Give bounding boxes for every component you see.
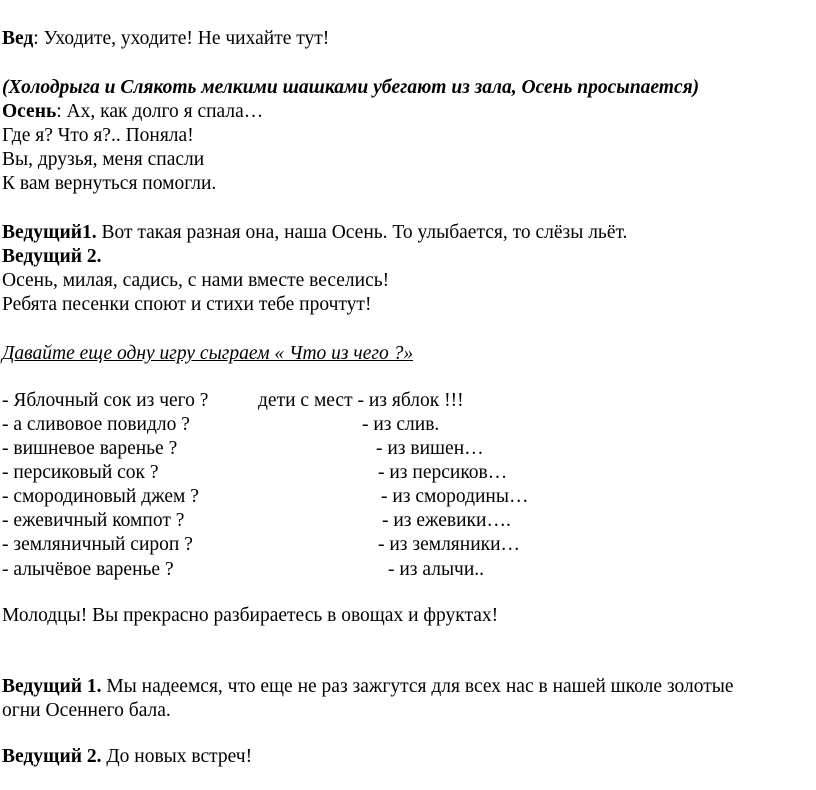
host1-final-line (2, 675, 733, 699)
quiz-answer: - из слив. (362, 414, 440, 435)
quiz-question: - земляничный сироп ? (2, 534, 193, 555)
quiz-answer: дети с мест - из яблок !!! (258, 390, 464, 411)
host2-speaker: Ведущий 2. (2, 246, 102, 267)
host2-line-2: Ребята песенки споют и стихи тебе прочтут! (2, 294, 372, 315)
quiz-question: - а сливовое повидло ? (2, 414, 190, 435)
game-title: Давайте еще одну игру сыграем « Что из чего ?» (2, 343, 414, 364)
quiz-answer: - из персиков… (378, 462, 508, 483)
speaker-label: Ведущий 2. (2, 746, 102, 767)
host2-final-line (2, 745, 252, 769)
praise-line: Молодцы! Вы прекрасно разбираетесь в овощах и фруктах! (2, 605, 499, 626)
quiz-answer: - из смородины… (381, 486, 529, 507)
host1-line (2, 221, 627, 245)
autumn-line-3: Вы, друзья, меня спасли (2, 149, 205, 170)
intro-line (2, 27, 329, 51)
quiz-answer: - из земляники… (378, 534, 521, 555)
autumn-line-2: Где я? Что я?.. Поняла! (2, 125, 194, 146)
quiz-question: - ежевичный компот ? (2, 510, 185, 531)
quiz-question: - персиковый сок ? (2, 462, 159, 483)
quiz-question: - вишневое варенье ? (2, 438, 178, 459)
speech-text: : Уходите, уходите! Не чихайте тут! (33, 28, 330, 49)
host2-line-1: Осень, милая, садись, с нами вместе веселись! (2, 270, 390, 291)
speech-text: Вот такая разная она, наша Осень. То улыбается, то слёзы льёт. (96, 222, 628, 243)
quiz-answer: - из алычи.. (388, 559, 485, 580)
quiz-question: - алычёвое варенье ? (2, 559, 174, 580)
speech-text: Мы надеемся, что еще не раз зажгутся для всех нас в нашей школе золотые (101, 676, 734, 697)
quiz-answer: - из вишен… (376, 438, 484, 459)
quiz-answer: - из ежевики…. (382, 510, 511, 531)
quiz-question: - смородиновый джем ? (2, 486, 199, 507)
autumn-line-4: К вам вернуться помогли. (2, 173, 217, 194)
autumn-line-1 (2, 100, 263, 124)
speech-text: До новых встреч! (101, 746, 253, 767)
speaker-label: Ведущий1. (2, 222, 97, 243)
speaker-label: Осень (2, 101, 57, 122)
stage-direction: (Холодрыга и Слякоть мелкими шашками убегают из зала, Осень просыпается) (2, 77, 700, 98)
speaker-label: Ведущий 1. (2, 676, 102, 697)
quiz-question: - Яблочный сок из чего ? (2, 390, 209, 411)
speech-text: : Ах, как долго я спала… (56, 101, 264, 122)
speaker-label: Вед (2, 28, 34, 49)
host1-final-continuation: огни Осеннего бала. (2, 700, 171, 721)
